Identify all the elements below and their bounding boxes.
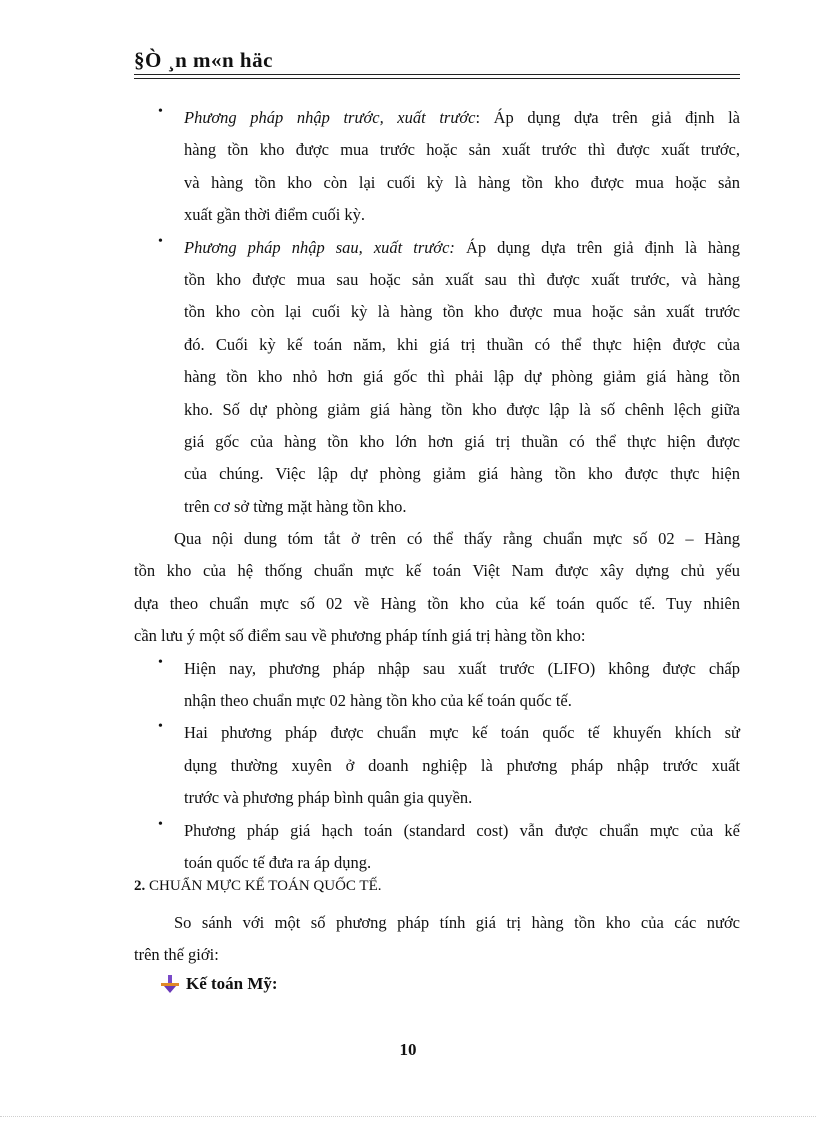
bullet-list-methods	[134, 102, 740, 523]
paragraph-line: tồn kho của hệ thống chuẩn mực kế toán Việt Nam được xây dựng chủ yếu	[134, 561, 740, 581]
main-content	[134, 102, 740, 879]
text-line	[184, 782, 740, 814]
line-text: Áp dụng dựa trên giả định là hàng	[454, 237, 741, 257]
bullet-dot-icon: •	[158, 104, 163, 119]
method-name: Phương pháp nhập trước, xuất trước	[184, 108, 476, 127]
line-text: trước và phương pháp bình quân gia quyền.	[184, 788, 473, 808]
text-line	[184, 134, 740, 166]
bullet-dot-icon: •	[158, 719, 163, 735]
line-text: Hai phương pháp được chuẩn mực kế toán quốc tế khuyến khích sử	[184, 723, 740, 743]
paragraph-line: trên thế giới:	[134, 945, 219, 965]
page-number: 10	[399, 1040, 417, 1059]
line-text: của chúng. Việc lập dự phòng giảm giá hàng tồn kho được thực hiện	[184, 464, 740, 484]
text-line	[184, 361, 740, 393]
text-line	[184, 815, 740, 847]
text-line	[184, 717, 740, 749]
text-line	[184, 847, 740, 879]
text-line	[184, 102, 740, 134]
text-line	[184, 491, 740, 523]
line-text: Hiện nay, phương pháp nhập sau xuất trước (LIFO) không được chấp	[184, 658, 740, 678]
line-text: dụng thường xuyên ở doanh nghiệp là phương pháp nhập trước xuất	[184, 755, 740, 775]
line-text: toán quốc tế đưa ra áp dụng.	[184, 852, 372, 872]
bullet-item	[134, 717, 740, 814]
arrow-down-icon	[160, 974, 180, 994]
line-text: hàng tồn kho được mua trước hoặc sản xuất trước thì được xuất trước,	[184, 140, 740, 160]
text-line	[184, 653, 740, 685]
bullet-item	[134, 653, 740, 718]
section-heading	[134, 878, 382, 895]
section-number: 2.	[134, 878, 146, 894]
bullet-dot-icon: •	[158, 233, 163, 249]
footer-dotted-line	[0, 1116, 816, 1117]
line-text: nhận theo chuẩn mực 02 hàng tồn kho của kế toán quốc tế.	[184, 691, 572, 711]
line-text: tồn kho được mua sau hoặc sản xuất sau thì được xuất trước, và hàng	[184, 269, 740, 289]
line-text: kho. Số dự phòng giảm giá hàng tồn kho được lập là số chênh lệch giữa	[184, 399, 740, 419]
section-title: CHUẨN MỰC KẾ TOÁN QUỐC TẾ.	[149, 878, 382, 894]
text-line	[184, 264, 740, 296]
line-text: đó. Cuối kỳ kế toán năm, khi giá trị thuần có thể thực hiện được của	[184, 334, 740, 354]
subheading-label: Kế toán Mỹ:	[186, 974, 278, 993]
line-text: Phương pháp giá hạch toán (standard cost) vẫn được chuẩn mực của kế	[184, 820, 740, 840]
bullet-dot-icon: •	[158, 816, 163, 832]
bullet-item	[134, 102, 740, 232]
text-line	[184, 329, 740, 361]
subheading-us-accounting	[160, 974, 278, 994]
text-line	[184, 167, 740, 199]
summary-paragraph	[134, 523, 740, 653]
bullet-dot-icon: •	[158, 654, 163, 670]
text-line	[184, 685, 740, 717]
method-name: Phương pháp nhập sau, xuất trước:	[184, 237, 455, 257]
page-header-title: §Ò ¸n m«n häc	[134, 48, 273, 72]
text-line	[184, 199, 740, 231]
comparison-paragraph	[134, 907, 740, 972]
bullet-item	[134, 815, 740, 880]
text-line	[184, 750, 740, 782]
line-text: : Áp dụng dựa trên giả định là	[475, 108, 740, 127]
paragraph-line: dựa theo chuẩn mực số 02 về Hàng tồn kho của kế toán quốc tế. Tuy nhiên	[134, 593, 740, 613]
bullet-item	[134, 232, 740, 524]
line-text: trên cơ sở từng mặt hàng tồn kho.	[184, 496, 407, 516]
text-line	[184, 394, 740, 426]
paragraph-line: cần lưu ý một số điểm sau về phương pháp tính giá trị hàng tồn kho:	[134, 626, 586, 646]
header-rule-top	[134, 74, 740, 75]
paragraph-line: So sánh với một số phương pháp tính giá trị hàng tồn kho của các nước	[174, 913, 740, 932]
text-line	[184, 426, 740, 458]
bullet-list-notes	[134, 653, 740, 880]
line-text: tồn kho còn lại cuối kỳ là hàng tồn kho được mua hoặc sản xuất trước	[184, 302, 740, 322]
line-text: hàng tồn kho nhỏ hơn giá gốc thì phải lập dự phòng giảm giá hàng tồn	[184, 367, 740, 387]
line-text: xuất gần thời điểm cuối kỳ.	[184, 205, 366, 225]
line-text: và hàng tồn kho còn lại cuối kỳ là hàng tồn kho được mua hoặc sản	[184, 172, 740, 192]
text-line	[184, 232, 740, 264]
line-text: giá gốc của hàng tồn kho lớn hơn giá trị thuần có thể thực hiện được	[184, 431, 740, 451]
text-line	[184, 458, 740, 490]
text-line	[184, 296, 740, 328]
header-rule-bottom	[134, 78, 740, 79]
paragraph-line: Qua nội dung tóm tắt ở trên có thể thấy rằng chuẩn mực số 02 – Hàng	[174, 529, 740, 549]
